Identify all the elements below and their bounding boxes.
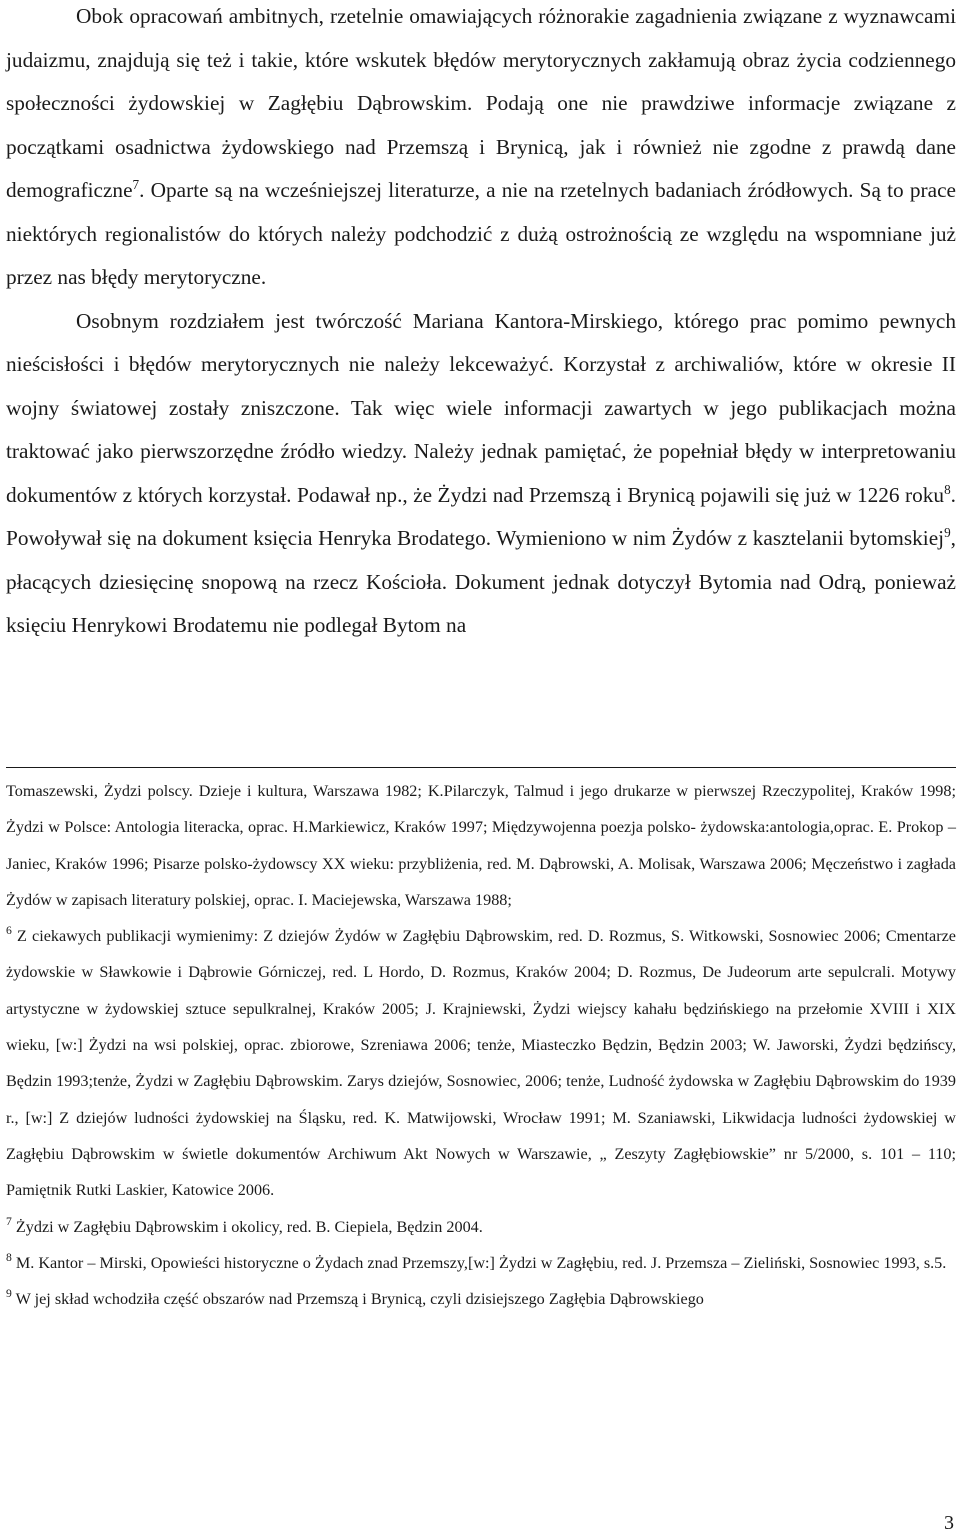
footnote-5-continuation	[6, 773, 956, 918]
footnote-ref-9: 9	[944, 524, 951, 540]
footnote-9-text: W jej skład wchodziła część obszarów nad Przemszą i Brynicą, czyli dzisiejszego Zagłębia Dąbrowskiego	[11, 1290, 704, 1309]
paragraph-2-text-c: , płacących dziesięcinę snopową na rzecz Kościoła. Dokument jednak dotyczył Bytomia nad Odrą, ponieważ księciu Henrykowi Brodatemu nie podlegał Bytom na	[6, 526, 956, 637]
footnote-ref-8: 8	[944, 481, 951, 497]
body-text	[6, 0, 956, 648]
footnote-5-text: Tomaszewski, Żydzi polscy. Dzieje i kultura, Warszawa 1982; K.Pilarczyk, Talmud i jego drukarze w pierwszej Rzeczypolitej, Kraków 1998; Żydzi w Polsce: Antologia literacka, oprac. H.Markiewicz, Kraków 1997; Międzywojenna poezja polsko- żydowska:antologia,oprac. E. Prokop – Janiec, Kraków 1996; Pisarze polsko-żydowscy XX wieku: przybliżenia, red. M. Dąbrowski, A. Molisak, Warszawa 2006; Męczeństwo i zagłada Żydów w zapisach literatury polskiej, oprac. I. Maciejewska, Warszawa 1988;	[6, 782, 956, 909]
page-number: 3	[944, 1512, 954, 1534]
paragraph-2	[6, 300, 956, 648]
paragraph-1	[6, 0, 956, 300]
paragraph-1-text-a: Obok opracowań ambitnych, rzetelnie omawiających różnorakie zagadnienia związane z wyznawcami judaizmu, znajdują się też i takie, które wskutek błędów merytorycznych zakłamują obraz życia codziennego społeczności żydowskiej w Zagłębiu Dąbrowskim. Podają one nie prawdziwe informacje związane z początkami osadnictwa żydowskiego nad Przemszą i Brynicą, jak i również nie zgodne z prawdą dane demograficzne	[6, 4, 956, 202]
footnotes	[6, 773, 956, 1317]
footnote-8	[6, 1245, 956, 1281]
footnote-8-text: M. Kantor – Mirski, Opowieści historyczne o Żydach znad Przemszy,[w:] Żydzi w Zagłębiu, red. J. Przemsza – Zieliński, Sosnowiec 1993, s.5.	[11, 1253, 947, 1272]
footnote-6-text: Z ciekawych publikacji wymienimy: Z dziejów Żydów w Zagłębiu Dąbrowskim, red. D. Rozmus, S. Witkowski, Sosnowiec 2006; Cmentarze żydowskie w Sławkowie i Dąbrowie Górniczej, red. L Hordo, D. Rozmus, Kraków 2004; D. Rozmus, De Judeorum arte sepulcrali. Motywy artystyczne w żydowskiej sztuce sepulkralnej, Kraków 2005; J. Krajniewski, Żydzi wiejscy kahału będzińskiego na przełomie XVIII i XIX wieku, [w:] Żydzi na wsi polskiej, oprac. zbiorowe, Szreniawa 2006; tenże, Miasteczko Będzin, Będzin 2003; W. Jaworski, Żydzi będzińscy, Będzin 1993;tenże, Żydzi w Zagłębiu Dąbrowskim. Zarys dziejów, Sosnowiec, 2006; tenże, Ludność żydowska w Zagłębiu Dąbrowskim do 1939 r., [w:] Z dziejów ludności żydowskiej na Śląsku, red. K. Matwijowski, Wrocław 1991; M. Szaniawski, Likwidacja ludności żydowskiej w Zagłębiu Dąbrowskim w świetle dokumentów Archiwum Akt Nowych w Warszawie, „ Zeszyty Zagłębiowskie” nr 5/2000, s. 101 – 110; Pamiętnik Rutki Laskier, Katowice 2006.	[6, 927, 956, 1200]
paragraph-1-text-b: . Oparte są na wcześniejszej literaturze, a nie na rzetelnych badaniach źródłowych. Są to prace niektórych regionalistów do których należy podchodzić z dużą ostrożnością ze względu na wspomniane już przez nas błędy merytoryczne.	[6, 178, 956, 289]
footnote-7-number: 7	[6, 1214, 12, 1228]
footnote-7	[6, 1209, 956, 1245]
footnote-8-number: 8	[6, 1250, 12, 1264]
footnote-6	[6, 918, 956, 1208]
footnote-9-number: 9	[6, 1286, 12, 1300]
footnote-7-text: Żydzi w Zagłębiu Dąbrowskim i okolicy, red. B. Ciepiela, Będzin 2004.	[11, 1217, 483, 1236]
footnote-ref-7: 7	[132, 176, 140, 192]
footnote-6-number: 6	[6, 923, 12, 937]
footnote-9	[6, 1281, 956, 1317]
paragraph-2-text-a: Osobnym rozdziałem jest twórczość Mariana Kantora-Mirskiego, którego prac pomimo pewnych nieścisłości i błędów merytorycznych nie należy lekceważyć. Korzystał z archiwaliów, które w okresie II wojny światowej zostały zniszczone. Tak więc wiele informacji zawartych w jego publikacjach można traktować jako pierwszorzędne źródło wiedzy. Należy jednak pamiętać, że popełniał błędy w interpretowaniu dokumentów z których korzystał. Podawał np., że Żydzi nad Przemszą i Brynicą pojawili się już w 1226 roku	[6, 308, 956, 507]
footnote-separator	[6, 767, 956, 768]
paragraph-2-text-b: . Powoływał się na dokument księcia Henryka Brodatego. Wymieniono w nim Żydów z kasztelanii bytomskiej	[6, 482, 956, 550]
